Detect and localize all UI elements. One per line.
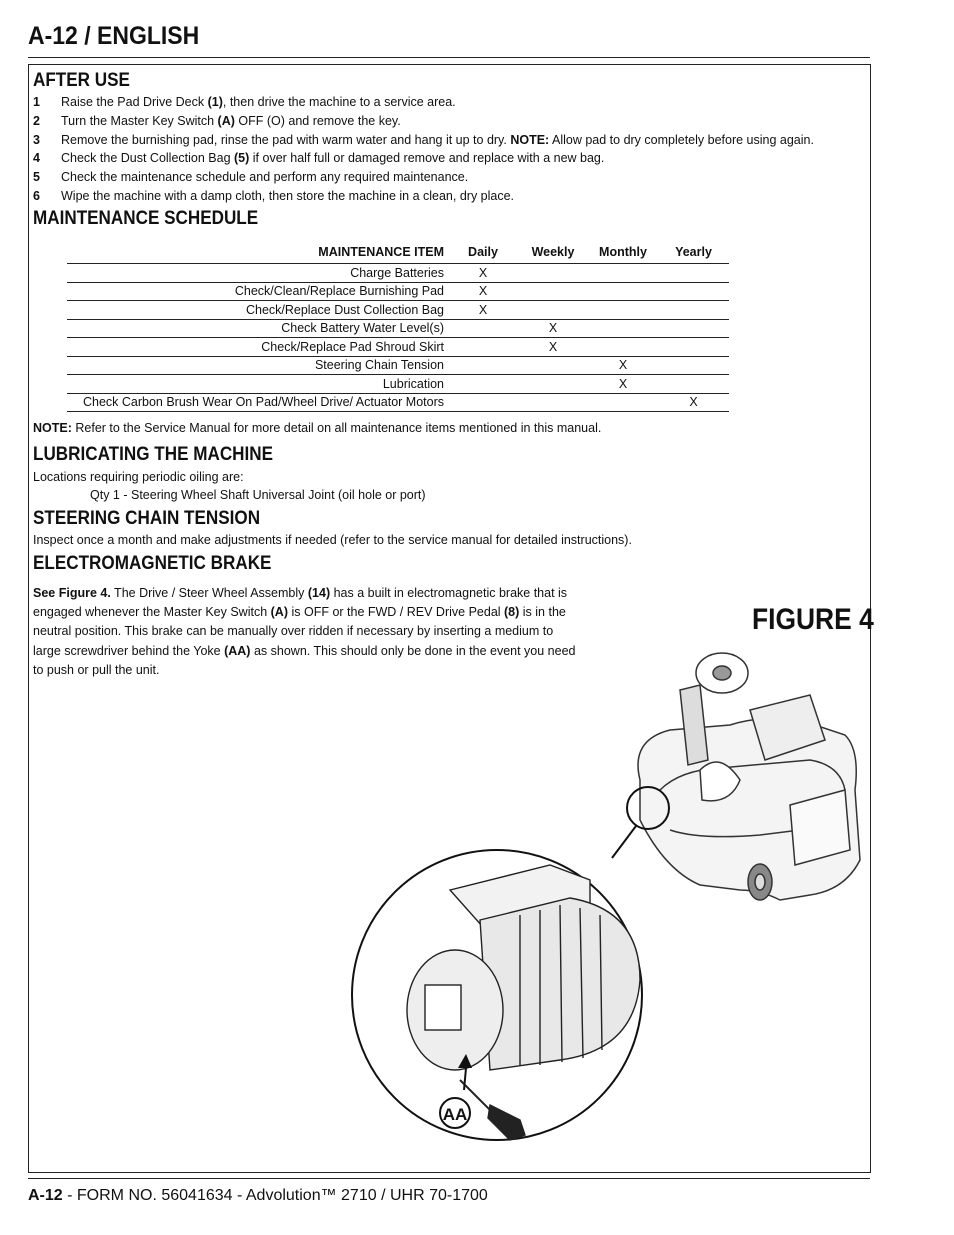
step-number: 3 [33, 133, 40, 147]
brake-text-bold: (AA) [224, 643, 251, 658]
schedule-mark-cell [448, 375, 518, 394]
schedule-mark-cell [518, 301, 588, 320]
schedule-mark-cell: X [518, 319, 588, 338]
step-text-part: OFF (O) and remove the key. [234, 114, 401, 128]
schedule-mark-cell [658, 356, 729, 375]
schedule-mark-cell [658, 338, 729, 357]
maintenance-item-cell: Check/Replace Pad Shroud Skirt [67, 338, 448, 357]
footer-divider [28, 1178, 870, 1179]
step-text [61, 170, 468, 184]
step-text-bold: NOTE: [510, 133, 550, 147]
table-row [67, 338, 729, 357]
step-text-part: Wipe the machine with a damp cloth, then store the machine in a clean, dry place. [61, 189, 515, 203]
maintenance-table-body [67, 264, 729, 412]
schedule-mark-cell [588, 393, 658, 412]
schedule-mark-cell: X [658, 393, 729, 412]
schedule-mark-cell [658, 319, 729, 338]
schedule-mark-cell: X [448, 264, 518, 283]
col-header-monthly: Monthly [599, 245, 647, 259]
footer-page-number: A-12 [28, 1187, 63, 1204]
footer-form-text: - FORM NO. 56041634 - Advolution™ 2710 / UHR 70-1700 [62, 1187, 488, 1204]
section-heading-steering: STEERING CHAIN TENSION [33, 508, 261, 529]
figure-label: FIGURE 4 [752, 603, 874, 636]
schedule-mark-cell [448, 338, 518, 357]
maintenance-item-cell: Check Carbon Brush Wear On Pad/Wheel Drive/ Actuator Motors [67, 393, 448, 412]
maintenance-item-cell: Check/Replace Dust Collection Bag [67, 301, 448, 320]
table-row [67, 375, 729, 394]
title-divider [28, 57, 870, 58]
step-text [61, 151, 604, 165]
lubricating-intro: Locations requiring periodic oiling are: [33, 470, 244, 484]
step-text-part: if over half full or damaged remove and replace with a new bag. [249, 151, 605, 165]
step-text-part: Check the maintenance schedule and perform any required maintenance. [61, 170, 469, 184]
col-header-item: MAINTENANCE ITEM [318, 245, 444, 259]
schedule-mark-cell [588, 338, 658, 357]
step-text-part: , then drive the machine to a service area. [222, 95, 456, 109]
schedule-mark-cell [448, 319, 518, 338]
step-text [61, 133, 814, 147]
table-row [67, 319, 729, 338]
detail-leader-line [612, 826, 636, 858]
step-text-part: Allow pad to dry completely before using again. [549, 133, 814, 147]
maintenance-note [33, 421, 601, 435]
maintenance-item-cell: Lubrication [67, 375, 448, 394]
step-text [61, 114, 401, 128]
schedule-mark-cell [518, 282, 588, 301]
page-footer [28, 1187, 488, 1205]
section-heading-after-use: AFTER USE [33, 70, 130, 91]
step-text-part: Remove the burnishing pad, rinse the pad with warm water and hang it up to dry. [61, 133, 511, 147]
brake-text: has a built in electromagnetic brake that is engaged whenever the Master Key Switch [33, 586, 568, 620]
brake-text-bold: (A) [270, 605, 288, 620]
schedule-mark-cell [518, 393, 588, 412]
step-text [61, 189, 514, 203]
brake-text-bold: See Figure 4. [33, 586, 111, 600]
figure-illustration [340, 640, 865, 1160]
table-row [67, 282, 729, 301]
schedule-mark-cell [658, 375, 729, 394]
schedule-mark-cell [588, 319, 658, 338]
schedule-mark-cell: X [518, 338, 588, 357]
schedule-mark-cell: X [448, 282, 518, 301]
step-number: 2 [33, 114, 40, 128]
step-number: 1 [33, 95, 40, 109]
col-header-yearly: Yearly [675, 245, 712, 259]
step-text [61, 95, 456, 109]
maintenance-item-cell: Charge Batteries [67, 264, 448, 283]
table-row [67, 301, 729, 320]
table-header-row [67, 241, 729, 264]
schedule-mark-cell: X [588, 375, 658, 394]
col-header-daily: Daily [468, 245, 498, 259]
section-heading-brake: ELECTROMAGNETIC BRAKE [33, 553, 272, 574]
section-heading-lubricating: LUBRICATING THE MACHINE [33, 444, 274, 465]
note-text: Refer to the Service Manual for more detail on all maintenance items mentioned in this manual. [71, 421, 602, 435]
maintenance-table [67, 241, 729, 412]
maintenance-item-cell: Check Battery Water Level(s) [67, 319, 448, 338]
schedule-mark-cell [518, 264, 588, 283]
col-header-weekly: Weekly [531, 245, 575, 259]
step-number: 5 [33, 170, 40, 184]
note-label: NOTE: [33, 421, 72, 435]
schedule-mark-cell [658, 301, 729, 320]
step-text-bold: (A) [217, 114, 235, 128]
schedule-mark-cell: X [588, 356, 658, 375]
step-text-part: Check the Dust Collection Bag [61, 151, 235, 165]
step-text-bold: (5) [234, 151, 250, 165]
section-heading-maintenance: MAINTENANCE SCHEDULE [33, 208, 259, 229]
lubricating-location: Qty 1 - Steering Wheel Shaft Universal Joint (oil hole or port) [90, 488, 426, 502]
step-text-bold: (1) [207, 95, 223, 109]
brake-text: is in the neutral position. This brake can be manually over ridden if necessary by inserting a medium to large screwdriver behind the Yoke [33, 605, 566, 658]
brake-text: is OFF or the FWD / REV Drive Pedal [288, 605, 505, 620]
table-row [67, 264, 729, 283]
step-text-part: Raise the Pad Drive Deck [61, 95, 208, 109]
table-row [67, 393, 729, 412]
machine-drawing [638, 653, 860, 900]
table-row [67, 356, 729, 375]
step-number: 6 [33, 189, 40, 203]
schedule-mark-cell [658, 264, 729, 283]
maintenance-item-cell: Steering Chain Tension [67, 356, 448, 375]
schedule-mark-cell [588, 301, 658, 320]
step-text-part: Turn the Master Key Switch [61, 114, 218, 128]
brake-text: as shown. This should only be done in the event you need to push or pull the unit. [33, 643, 576, 677]
schedule-mark-cell [518, 356, 588, 375]
brake-text-bold: (14) [307, 586, 331, 600]
schedule-mark-cell [518, 375, 588, 394]
schedule-mark-cell [588, 282, 658, 301]
maintenance-item-cell: Check/Clean/Replace Burnishing Pad [67, 282, 448, 301]
callout-aa-label: AA [442, 1105, 468, 1124]
schedule-mark-cell [588, 264, 658, 283]
schedule-mark-cell [448, 356, 518, 375]
page-title: A-12 / ENGLISH [28, 22, 200, 50]
brake-text-bold: (8) [504, 605, 520, 620]
schedule-mark-cell: X [448, 301, 518, 320]
steering-text: Inspect once a month and make adjustments if needed (refer to the service manual for detailed instructions). [33, 533, 632, 547]
step-number: 4 [33, 151, 40, 165]
schedule-mark-cell [658, 282, 729, 301]
schedule-mark-cell [448, 393, 518, 412]
brake-text: The Drive / Steer Wheel Assembly [110, 586, 308, 600]
